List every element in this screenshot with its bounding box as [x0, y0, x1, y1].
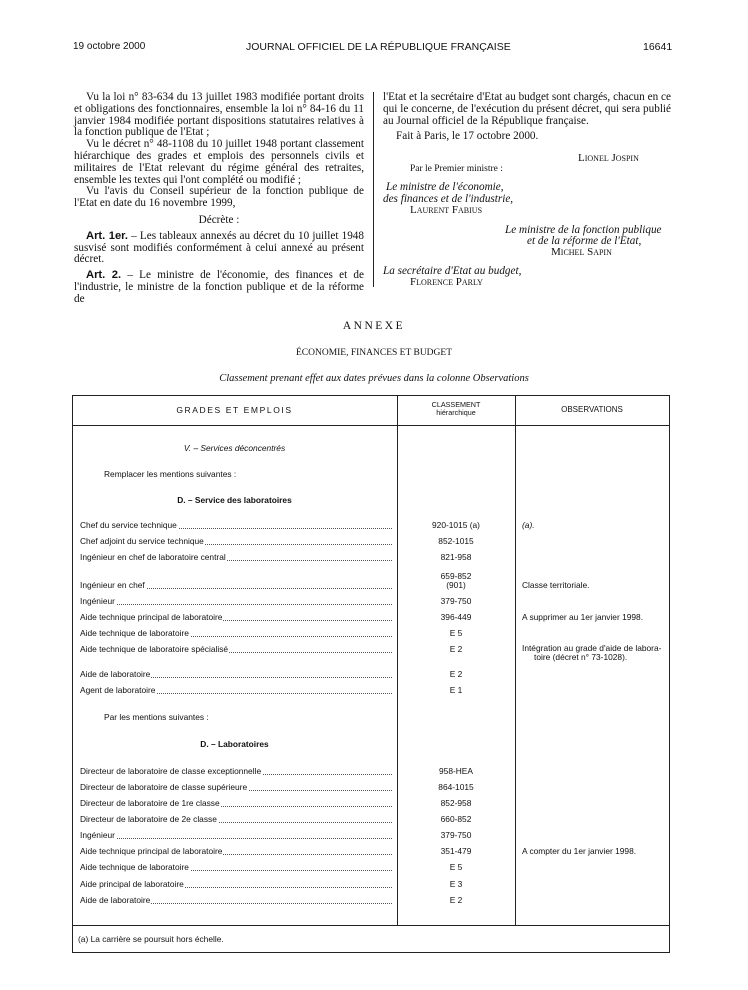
ministre-fonction-publique-line2: et de la réforme de l'Etat, — [527, 235, 642, 247]
row-classement: E 5 — [449, 862, 463, 872]
row-observation: Intégration au grade d'aide de labora- — [522, 643, 662, 653]
row-classement: 958-HEA — [439, 766, 473, 776]
row-classement: E 1 — [449, 685, 463, 695]
row-observation-extra: toire (décret n° 73-1028). — [534, 652, 628, 662]
row-label-text: Directeur de laboratoire de 2e classe — [80, 814, 217, 824]
row-label — [80, 669, 392, 679]
decrete-line: Décrète : — [198, 213, 240, 226]
signature-parly: Florence Parly — [410, 276, 483, 288]
table-top-border — [72, 395, 670, 396]
row-classement: E 5 — [449, 628, 463, 638]
row-classement: 864-1015 — [438, 782, 474, 792]
row-classement: E 2 — [449, 669, 463, 679]
signature-sapin: Michel Sapin — [551, 246, 612, 258]
row-label-text: Ingénieur en chef — [80, 580, 145, 590]
row-label-text: Chef du service technique — [80, 520, 177, 530]
section-laboratoires: D. – Laboratoires — [200, 739, 269, 749]
row-label-text: Agent de laboratoire — [80, 685, 156, 695]
row-classement: E 2 — [449, 895, 463, 905]
row-label — [80, 830, 392, 840]
row-label — [80, 879, 392, 889]
col-header-grades: GRADES ET EMPLOIS — [176, 405, 293, 415]
paragraph-loi: Vu la loi n° 83-634 du 13 juillet 1983 modifiée portant droits et obligations des fonctionnaires, ensemble la loi n° 84-16 du 11 janvier 1984 modifiée portant dispositions statutaires relatives à la fonction publique de l'Etat ; — [74, 91, 364, 139]
row-classement: 821-958 — [440, 552, 472, 562]
row-label — [80, 644, 392, 654]
row-classement: 660-852 — [440, 814, 472, 824]
row-classement: 852-958 — [440, 798, 472, 808]
annexe-subtitle: ÉCONOMIE, FINANCES ET BUDGET — [295, 348, 453, 358]
row-label-text: Chef adjoint du service technique — [80, 536, 204, 546]
row-observation: Classe territoriale. — [522, 580, 590, 590]
article-2-text: – Le ministre de l'économie, des finances et de l'industrie, le ministre de la fonction publique et de la réforme de — [74, 269, 364, 305]
row-label — [80, 782, 392, 792]
row-label — [80, 552, 392, 562]
article-1-text: – Les tableaux annexés au décret du 10 juillet 1948 susvisé sont modifiés conformément à celui annexé au présent décret. — [74, 229, 364, 266]
header-page-number: 16641 — [643, 41, 673, 53]
row-label — [80, 596, 392, 606]
row-label-text: Aide technique principal de laboratoire — [80, 612, 223, 622]
paragraph-decret: Vu le décret n° 48-1108 du 10 juillet 1948 portant classement hiérarchique des grades et emplois des personnels civils et militaires de l'Etat relevant du régime général des retraites, ensemble les textes qui l'ont complété ou modifié ; — [74, 138, 364, 186]
header-date: 19 octobre 2000 — [73, 41, 146, 52]
row-label-text: Aide de laboratoire — [80, 669, 151, 679]
row-classement-extra: (901) — [446, 580, 466, 590]
row-label-text: Ingénieur en chef de laboratoire central — [80, 552, 226, 562]
annexe-caption: Classement prenant effet aux dates prévues dans la colonne Observations — [219, 373, 529, 384]
row-classement: 379-750 — [440, 830, 472, 840]
paragraph-execution: l'Etat et la secrétaire d'Etat au budget sont chargés, chacun en ce qui le concerne, de l'exécution du présent décret, qui sera publié au Journal officiel de la République française. — [383, 91, 671, 127]
signature-fabius: Laurent Fabius — [410, 204, 483, 216]
section-service-laboratoires: D. – Service des laboratoires — [177, 495, 292, 505]
row-classement: 351-479 — [440, 846, 472, 856]
row-classement: 920-1015 (a) — [432, 520, 480, 530]
row-label-text: Directeur de laboratoire de 1re classe — [80, 798, 220, 808]
table-right-border — [669, 395, 670, 953]
article-1-label: Art. 1er. — [86, 229, 129, 242]
row-label-text: Ingénieur — [80, 830, 115, 840]
par-premier-ministre: Par le Premier ministre : — [410, 164, 503, 174]
row-label — [80, 628, 392, 638]
left-column — [74, 92, 364, 306]
ministre-fonction-publique-line1: Le ministre de la fonction publique — [505, 224, 662, 236]
row-label — [80, 766, 392, 776]
table-body-border — [72, 925, 670, 926]
row-label — [80, 612, 392, 622]
article-1 — [74, 231, 364, 266]
annexe-title: ANNEXE — [342, 320, 406, 332]
fait-a-paris: Fait à Paris, le 17 octobre 2000. — [396, 130, 539, 142]
row-classement: 379-750 — [440, 596, 472, 606]
article-2 — [74, 270, 364, 305]
table-bottom-border — [72, 952, 670, 953]
row-label — [80, 580, 392, 590]
ministre-economie-line1: Le ministre de l'économie, — [386, 181, 504, 193]
right-column — [383, 92, 671, 127]
signature-jospin: Lionel Jospin — [578, 152, 639, 164]
row-label — [80, 520, 392, 530]
row-label-text: Aide technique de laboratoire — [80, 628, 189, 638]
column-separator — [373, 92, 374, 287]
row-classement: 852-1015 — [438, 536, 474, 546]
row-label-text: Directeur de laboratoire de classe supérieure — [80, 782, 248, 792]
row-classement: 396-449 — [440, 612, 472, 622]
col-header-observations: OBSERVATIONS — [561, 405, 623, 414]
row-label-text: Aide principal de laboratoire — [80, 879, 184, 889]
row-classement: E 2 — [449, 644, 463, 654]
row-observation: (a). — [522, 520, 535, 530]
row-label-text: Aide technique de laboratoire spécialisé — [80, 644, 229, 654]
row-label — [80, 862, 392, 872]
row-label — [80, 685, 392, 695]
row-label-text: Aide technique de laboratoire — [80, 862, 189, 872]
table-footnote: (a) La carrière se poursuit hors échelle. — [78, 934, 224, 944]
row-label — [80, 814, 392, 824]
remplacer-mentions: Remplacer les mentions suivantes : — [104, 469, 237, 479]
col-header-classement: CLASSEMENT — [431, 400, 481, 409]
row-classement: 659-852 — [440, 571, 472, 581]
row-label-text: Ingénieur — [80, 596, 115, 606]
row-label — [80, 895, 392, 905]
table-header-border — [72, 425, 670, 426]
secretaire-budget: La secrétaire d'Etat au budget, — [383, 265, 522, 277]
row-label-text: Directeur de laboratoire de classe exceptionnelle — [80, 766, 262, 776]
row-label — [80, 846, 392, 856]
article-2-label: Art. 2. — [86, 269, 122, 282]
col-header-hierarchique: hiérarchique — [436, 408, 476, 417]
row-classement: E 3 — [449, 879, 463, 889]
table-left-border — [72, 395, 73, 953]
paragraph-avis: Vu l'avis du Conseil supérieur de la fonction publique de l'Etat en date du 16 novembre 1999, — [74, 185, 364, 210]
row-observation: A supprimer au 1er janvier 1998. — [522, 612, 644, 622]
row-label-text: Aide technique principal de laboratoire — [80, 846, 223, 856]
table-col-divider-2 — [515, 395, 516, 926]
header-title: JOURNAL OFFICIEL DE LA RÉPUBLIQUE FRANÇAISE — [246, 41, 511, 53]
row-label — [80, 798, 392, 808]
section-services-deconcentres: V. – Services déconcentrés — [183, 443, 286, 453]
row-observation: A compter du 1er janvier 1998. — [522, 846, 637, 856]
par-les-mentions: Par les mentions suivantes : — [104, 712, 209, 722]
ministre-economie-line2: des finances et de l'industrie, — [383, 193, 514, 205]
row-label — [80, 536, 392, 546]
row-label-text: Aide de laboratoire — [80, 895, 151, 905]
